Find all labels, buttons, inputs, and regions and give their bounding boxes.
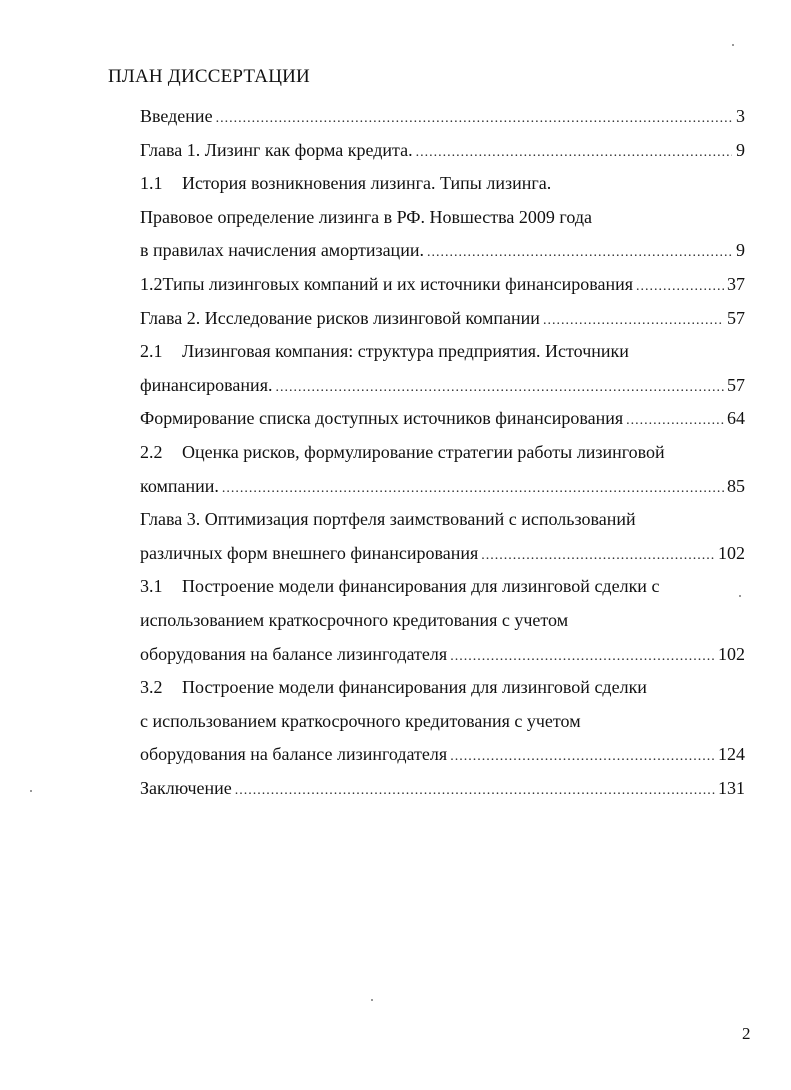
toc-row [140,671,745,705]
toc-entry [140,537,745,573]
toc-row [140,369,745,403]
scan-speck [30,790,32,792]
toc-entry [140,705,745,739]
toc-section-number: 2.1 [140,341,163,362]
toc-entry [140,201,745,235]
toc-leader-dots [216,102,732,136]
page-title: ПЛАН ДИССЕРТАЦИИ [108,66,310,87]
toc-entry-title: с использованием краткосрочного кредитования с учетом [140,710,581,731]
toc-entry-title: компании. [140,475,219,496]
toc-page-number: 3 [736,106,745,126]
toc-leader-dots [543,304,724,338]
toc-row [140,772,745,806]
toc-page-number: 102 [718,542,745,563]
scan-speck [732,44,734,46]
toc-leader-dots [222,472,724,506]
page-number: 2 [742,1024,751,1043]
toc-entry [140,268,745,304]
toc-section-number: 3.2 [140,677,163,698]
toc-section-number: 3.1 [140,576,163,597]
toc-entry [140,738,745,774]
toc-row [140,167,745,201]
toc-leader-dots [416,136,732,170]
toc-row [140,470,745,504]
toc-entry-title: Глава 1. Лизинг как форма кредита. [140,139,413,160]
toc-entry [140,503,745,537]
toc-entry-title: в правилах начисления амортизации. [140,240,424,261]
toc-page-number: 9 [736,139,745,160]
toc-leader-dots [427,236,732,270]
toc-row [140,705,745,739]
scan-speck [739,595,741,597]
toc-row [140,738,745,772]
toc-entry-title: Лизинговая компания: структура предприятия. Источники [182,341,629,362]
toc-page-number: 9 [736,240,745,261]
toc-page-number: 102 [718,643,745,664]
toc-entry-title: Правовое определение лизинга в РФ. Новшества 2009 года [140,206,592,227]
toc-entry-title: финансирования. [140,374,273,395]
toc-entry [140,470,745,506]
toc-leader-dots [481,539,715,573]
toc-entry [140,335,745,369]
toc-entry-title: оборудования на балансе лизингодателя [140,643,448,664]
toc-entry [140,167,745,201]
toc-page-number: 57 [727,307,745,328]
toc-row [140,268,745,302]
toc-entry-title: Построение модели финансирования для лизинговой сделки с [182,576,660,597]
toc-entry [140,234,745,270]
toc-leader-dots [450,640,715,674]
toc-page-number: 131 [718,777,745,798]
toc-entry-title: Оценка рисков, формулирование стратегии работы лизинговой [182,441,665,462]
toc-row [140,570,745,604]
toc-row [140,100,745,134]
toc-entry [140,638,745,674]
toc-page-number: 57 [727,374,745,395]
table-of-contents [140,100,745,805]
toc-section-number: 1.1 [140,173,163,194]
toc-leader-dots [235,774,715,808]
toc-row [140,436,745,470]
toc-row [140,134,745,168]
toc-page-number: 37 [727,273,745,294]
toc-entry-title: Глава 2. Исследование рисков лизинговой компании [140,307,540,328]
toc-entry-title: Глава 3. Оптимизация портфеля заимствований с использований [140,509,636,530]
toc-page-number: 124 [718,744,745,765]
toc-row [140,638,745,672]
toc-row [140,234,745,268]
toc-entry [140,772,745,808]
toc-entry [140,134,745,170]
toc-entry [140,570,745,604]
toc-entry-title: Типы лизинговых компаний и их источники финансирования [162,273,634,294]
toc-row [140,201,745,235]
toc-page-number: 85 [727,475,745,496]
toc-entry [140,302,745,338]
toc-entry-title: Введение [140,106,213,126]
toc-entry [140,369,745,405]
toc-row [140,302,745,336]
toc-entry [140,436,745,470]
toc-leader-dots [626,404,724,438]
toc-entry-title: различных форм внешнего финансирования [140,542,479,563]
toc-entry [140,100,745,136]
toc-leader-dots [450,740,715,774]
toc-page-number: 64 [727,408,745,429]
toc-entry-title: Формирование списка доступных источников финансирования [140,408,624,429]
toc-row [140,335,745,369]
toc-row [140,503,745,537]
toc-entry [140,604,745,638]
scan-speck [371,999,373,1001]
toc-leader-dots [275,371,724,405]
toc-section-number: 1.2 [140,273,163,294]
toc-entry-title: Заключение [140,777,232,798]
toc-entry-title: оборудования на балансе лизингодателя [140,744,448,765]
toc-entry [140,671,745,705]
toc-row [140,402,745,436]
toc-section-number: 2.2 [140,441,163,462]
toc-row [140,537,745,571]
toc-entry-title: История возникновения лизинга. Типы лизинга. [182,173,552,194]
toc-entry [140,402,745,438]
toc-entry-title: Построение модели финансирования для лизинговой сделки [182,677,647,698]
toc-entry-title: использованием краткосрочного кредитования с учетом [140,609,569,630]
toc-leader-dots [636,270,724,304]
toc-row [140,604,745,638]
